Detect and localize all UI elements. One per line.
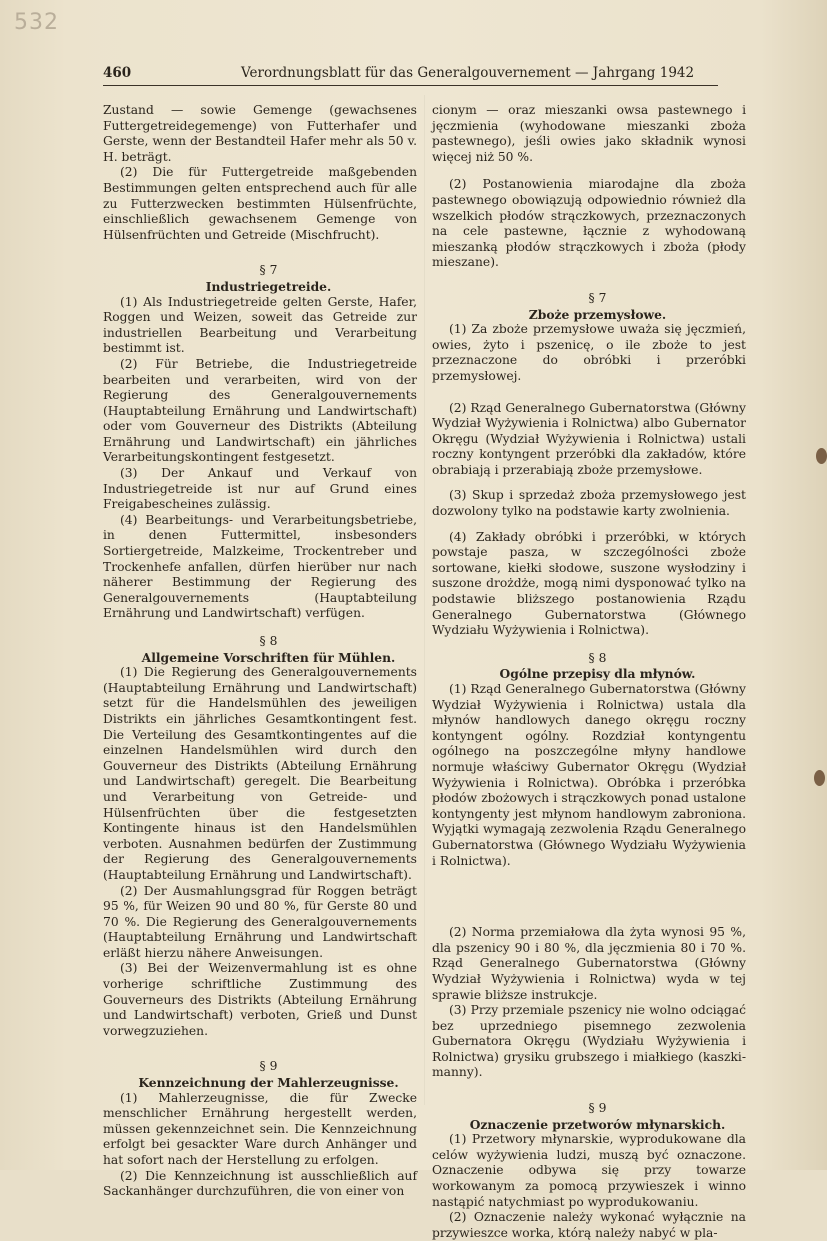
paragraph: (3) Skup i sprzedaż zboża przemysłowego jest dozwolony tylko na podstawie karty zwolnienia. — [432, 488, 746, 519]
section-title: Oznaczenie przetworów młynarskich. — [469, 1116, 726, 1132]
section-number: § 9 — [588, 1101, 607, 1116]
page-header — [103, 63, 718, 86]
paragraph: (2) Die Kennzeichnung ist ausschließlich auf Sackanhänger durchzuführen, die von einer von — [103, 1168, 417, 1199]
paragraph: (2) Oznaczenie należy wykonać wyłącznie na przywieszce worka, którą należy nabyć w pla- — [432, 1210, 746, 1240]
section-number: § 7 — [588, 290, 607, 305]
page-number: 460 — [103, 65, 132, 81]
paragraph: (1) Die Regierung des Generalgouvernements (Hauptabteilung Ernährung und Landwirtschaft) setzt für die Handelsmühlen des jeweiligen Distrikts ein jährliches Gesamtkontingent fest. Die Verteilung des Gesamtkontingentes auf die einzelnen Handelsmühlen wird durch den Gouverneur des Distrikts (Abteilung Ernährung und Landwirtschaft) geregelt. Die Bearbeitung und Verarbeitung von Getreide- und Hülsenfrüchten über die festgesetzten Kontingente hinaus ist den Handelsmühlen verboten. Ausnahmen bedürfen der Zustimmung der Regierung des Generalgouvernements (Hauptabteilung Ernährung und Landwirtschaft). — [103, 665, 417, 882]
punch-hole — [814, 770, 825, 786]
paragraph: (4) Zakłady obróbki i przeróbki, w których powstaje pasza, w szczególności zboże sortowane, kiełki słodowe, suszone wysłodziny i suszone drożdże, mogą nimi dysponować tylko na podstawie bliższego postanowienia Rządu Generalnego Gubernatorstwa (Głównego Wydziału Wyżywienia i Rolnictwa). — [432, 529, 746, 638]
paragraph: (1) Za zboże przemysłowe uważa się jęczmień, owies, żyto i pszenicę, o ile zboże to jest przeznaczone do obróbki i przeróbki przemysłowej. — [432, 322, 746, 383]
section-number: § 7 — [259, 263, 278, 278]
paragraph: (1) Mahlerzeugnisse, die für Zwecke menschlicher Ernährung hergestellt werden, müssen gekennzeichnet sein. Die Kennzeichnung erfolgt bei gesackter Ware durch Anhänger und hat sofort nach der Herstellung zu erfolgen. — [103, 1090, 417, 1167]
section-title: Kennzeichnung der Mahlerzeugnisse. — [138, 1075, 399, 1091]
section-title: Allgemeine Vorschriften für Mühlen. — [141, 649, 396, 665]
paragraph: (2) Postanowienia miarodajne dla zboża pastewnego obowiązują odpowiednio również dla wszelkich płodów strączkowych, przeznaczonych na cele pastewne, łącznie z wyhodowaną mieszanką płodów strączkowych i zboża (płody mieszane). — [432, 177, 746, 270]
polish-column — [432, 103, 746, 1241]
paragraph: cionym — oraz mieszanki owsa pastewnego i jęczmienia (wyhodowane mieszanki zboża pastewnego), jeśli owies jako składnik wynosi więcej niż 50 %. — [432, 103, 746, 164]
section-title: Ogólne przepisy dla młynów. — [499, 666, 696, 682]
paragraph: (3) Der Ankauf und Verkauf von Industriegetreide ist nur auf Grund eines Freigabescheines zulässig. — [103, 466, 417, 512]
paragraph: (2) Der Ausmahlungsgrad für Roggen beträgt 95 %, für Weizen 90 und 80 %, für Gerste 80 und 70 %. Die Regierung des Generalgouvernements (Hauptabteilung Ernährung und Landwirtschaft erläßt hierzu nähere Anweisungen. — [103, 883, 417, 960]
section-number: § 8 — [588, 650, 607, 665]
pencil-page-mark: 532 — [14, 10, 59, 35]
paragraph: (2) Die für Futtergetreide maßgebenden Bestimmungen gelten entsprechend auch für alle zu Futterzwecken bestimmten Hülsenfrüchte, einschließlich gewachsenem Gemenge von Hülsenfrüchten und Getreide (Mischfrucht). — [103, 165, 417, 242]
paragraph: (1) Als Industriegetreide gelten Gerste, Hafer, Roggen und Weizen, soweit das Getreide zur industriellen Bearbeitung und Verarbeitung bestimmt ist. — [103, 294, 417, 356]
running-title: Verordnungsblatt für das Generalgouvernement — Jahrgang 1942 — [241, 65, 695, 81]
section-number: § 8 — [259, 634, 278, 648]
section-title: Industriegetreide. — [205, 278, 332, 294]
punch-hole — [816, 448, 827, 464]
paragraph: (1) Przetwory młynarskie, wyprodukowane dla celów wyżywienia ludzi, muszą być oznaczone. Oznaczenie odbywa się przy towarze workowanym za pomocą przywieszek i winno nastąpić natychmiast po wyprodukowaniu. — [432, 1132, 746, 1209]
section-number: § 9 — [259, 1059, 278, 1074]
paragraph: (4) Bearbeitungs- und Verarbeitungsbetriebe, in denen Futtermittel, insbesonders Sortiergetreide, Malzkeime, Trockentreber und Trockenhefe anfallen, dürfen hierüber nur nach näherer Bestimmung der Regierung des Generalgouvernements (Hauptabteilung Ernährung und Landwirtschaft) verfügen. — [103, 512, 417, 621]
paragraph: (3) Przy przemiale pszenicy nie wolno odciągać bez uprzedniego pisemnego zezwolenia Gubernatora Okręgu (Wydziału Wyżywienia i Rolnictwa) grysiku grubszego i miałkiego (kaszki-manny). — [432, 1003, 746, 1080]
paragraph: (2) Rząd Generalnego Gubernatorstwa (Główny Wydział Wyżywienia i Rolnictwa) albo Gubernator Okręgu (Wydział Wyżywienia i Rolnictwa) ustali roczny kontyngent przeróbki dla zakładów, które obrabiają i przerabiają zboże przemysłowe. — [432, 400, 746, 477]
paragraph: (2) Für Betriebe, die Industriegetreide bearbeiten und verarbeiten, wird von der Regierung des Generalgouvernements (Hauptabteilung Ernährung und Landwirtschaft) oder vom Gouverneur des Distrikts (Abteilung Ernährung und Landwirtschaft) ein jährliches Verarbeitungskontingent festgesetzt. — [103, 356, 417, 465]
paragraph: Zustand — sowie Gemenge (gewachsenes Futtergetreidegemenge) von Futterhafer und Gerste, wenn der Bestandteil Hafer mehr als 50 v. H. beträgt. — [103, 103, 417, 164]
paragraph: (1) Rząd Generalnego Gubernatorstwa (Główny Wydział Wyżywienia i Rolnictwa) ustala dla młynów handlowych danego okręgu roczny kontyngent ogólny. Rozdział kontyngentu ogólnego na poszczególne młyny handlowe normuje właściwy Gubernator Okręgu (Wydział Wyżywienia i Rolnictwa). Obróbka i przeróbka płodów zbożowych i strączkowych ponad ustalone kontyngenty jest młynom handlowym zabroniona. Wyjątki wymagają zezwolenia Rządu Generalnego Gubernatorstwa (Głównego Wydziału Wyżywienia i Rolnictwa). — [432, 682, 746, 868]
german-column — [103, 103, 417, 1200]
section-title: Zboże przemysłowe. — [528, 306, 667, 322]
paragraph: (3) Bei der Weizenvermahlung ist es ohne vorherige schriftliche Zustimmung des Gouverneurs des Distrikts (Abteilung Ernährung und Landwirtschaft) verboten, Grieß und Dunst vorwegzuziehen. — [103, 961, 417, 1038]
column-gutter — [424, 95, 425, 1105]
paragraph: (2) Norma przemiałowa dla żyta wynosi 95 %, dla pszenicy 90 i 80 %, dla jęczmienia 80 i 70 %. Rząd Generalnego Gubernatorstwa (Główny Wydział Wyżywienia i Rolnictwa) wyda w tej sprawie bliższe instrukcje. — [432, 925, 746, 1002]
